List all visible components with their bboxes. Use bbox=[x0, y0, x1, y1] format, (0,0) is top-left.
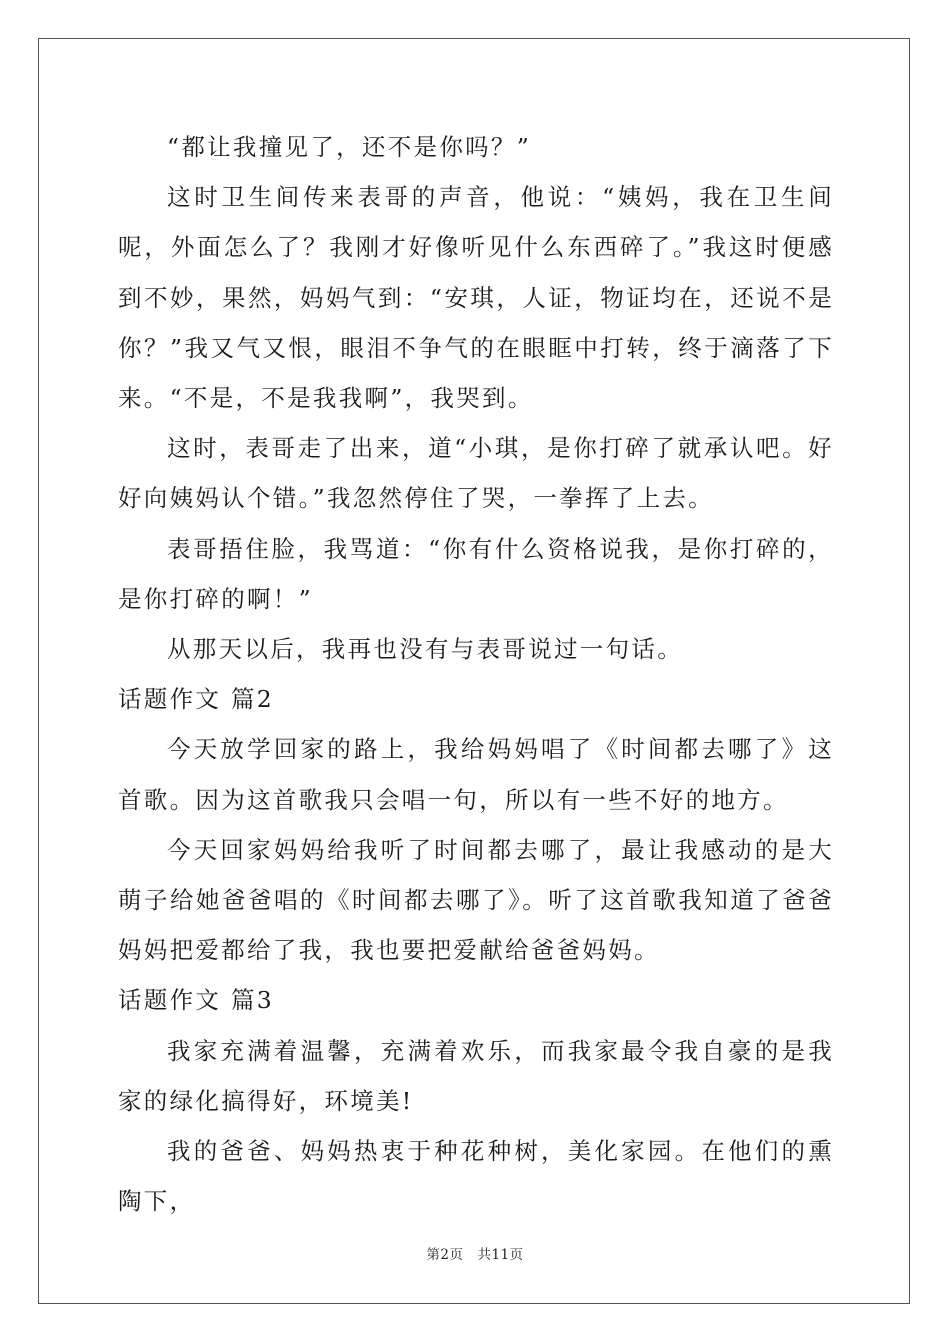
paragraph: “都让我撞见了，还不是你吗？” bbox=[167, 133, 532, 161]
paragraph: 表哥捂住脸，我骂道：“你有什么资格说我，是你打碎的，是你打碎的啊！” bbox=[118, 534, 834, 613]
page-footer bbox=[0, 1243, 950, 1263]
section-heading-2: 话题作文 篇2 bbox=[118, 685, 275, 714]
paragraph: 这时，表哥走了出来，道“小琪，是你打碎了就承认吧。好好向姨妈认个错。”我忽然停住了哭，一拳挥了上去。 bbox=[118, 434, 834, 513]
document-body bbox=[118, 122, 834, 1226]
page-total: 共11页 bbox=[477, 1247, 524, 1263]
page-number: 第2页 bbox=[426, 1247, 464, 1263]
paragraph: 我家充满着温馨，充满着欢乐，而我家最令我自豪的是我家的绿化搞得好，环境美! bbox=[118, 1036, 834, 1115]
paragraph: 今天回家妈妈给我听了时间都去哪了，最让我感动的是大萌子给她爸爸唱的《时间都去哪了》。听了这首歌我知道了爸爸妈妈把爱都给了我，我也要把爱献给爸爸妈妈。 bbox=[118, 835, 834, 965]
paragraph: 这时卫生间传来表哥的声音，他说：“姨妈，我在卫生间呢，外面怎么了？我刚才好像听见什么东西碎了。”我这时便感到不妙，果然，妈妈气到：“安琪，人证，物证均在，还说不是你？”我又气又恨，眼泪不争气的在眼眶中打转，终于滴落了下来。“不是，不是我我啊”，我哭到。 bbox=[118, 183, 834, 413]
paragraph: 从那天以后，我再也没有与表哥说过一句话。 bbox=[167, 635, 683, 664]
paragraph: 今天放学回家的路上，我给妈妈唱了《时间都去哪了》这首歌。因为这首歌我只会唱一句，所以有一些不好的地方。 bbox=[118, 735, 834, 814]
paragraph: 我的爸爸、妈妈热衷于种花种树，美化家园。在他们的熏陶下， bbox=[118, 1137, 834, 1216]
section-heading-3: 话题作文 篇3 bbox=[118, 986, 275, 1015]
